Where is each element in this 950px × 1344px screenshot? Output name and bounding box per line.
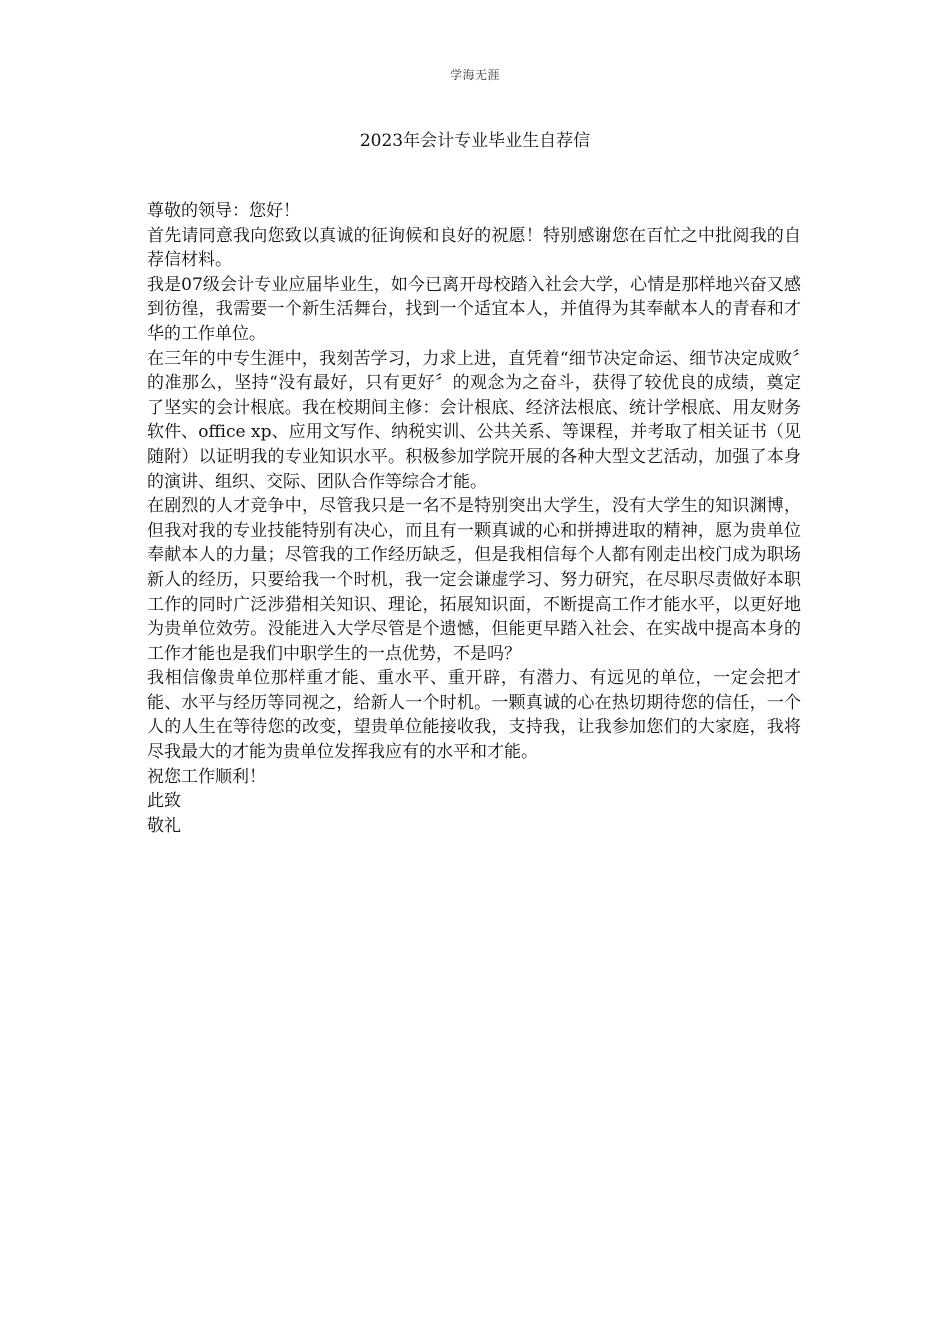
letter-body (147, 199, 801, 838)
paragraph-2: 我是07级会计专业应届毕业生，如今已离开母校踏入社会大学，心情是那样地兴奋又感到彷徨，我需要一个新生活舞台，找到一个适宜本人，并值得为其奉献本人的青春和才华的工作单位。 (147, 274, 801, 344)
closing-line-2: 敬礼 (147, 815, 181, 836)
paragraph-1: 首先请同意我向您致以真诚的征询候和良好的祝愿！特别感谢您在百忙之中批阅我的自荐信材料。 (147, 225, 801, 271)
paragraph-5: 我相信像贵单位那样重才能、重水平、重开辟，有潜力、有远见的单位，一定会把才能、水平与经历等同视之，给新人一个时机。一颗真诚的心在热切期待您的信任，一个人的人生在等待您的改变，望贵单位能接收我，支持我，让我参加您们的大家庭，我将尽我最大的才能为贵单位发挥我应有的水平和才能。 (147, 668, 801, 763)
closing-line-1: 此致 (147, 791, 181, 812)
wish-line: 祝您工作顺利！ (147, 766, 266, 787)
page-header: 学海无涯 (449, 68, 500, 82)
paragraph-4: 在剧烈的人才竞争中，尽管我只是一名不是特别突出大学生，没有大学生的知识渊博，但我对我的专业技能特别有决心，而且有一颗真诚的心和拼搏进取的精神，愿为贵单位奉献本人的力量；尽管我的工作经历缺乏，但是我相信每个人都有刚走出校门成为职场新人的经历，只要给我一个时机，我一定会谦虚学习、努力研究，在尽职尽责做好本职工作的同时广泛涉猎相关知识、理论，拓展知识面，不断提高工作才能水平，以更好地为贵单位效劳。没能进入大学尽管是个遗憾，但能更早踏入社会、在实战中提高本身的工作才能也是我们中职学生的一点优势，不是吗？ (147, 496, 801, 664)
greeting: 尊敬的领导：您好！ (147, 201, 300, 221)
document-title: 2023年会计专业毕业生自荐信 (359, 131, 591, 151)
paragraph-3: 在三年的中专生涯中，我刻苦学习，力求上进，直凭着“细节决定命运、细节决定成败〞的准那么，坚持“没有最好，只有更好〞的观念为之奋斗，获得了较优良的成绩，奠定了坚实的会计根底。我在校期间主修：会计根底、经济法根底、统计学根底、用友财务软件、office xp、应用文写作、纳税实训、公共关系、等课程，并考取了相关证书（见随附）以证明我的专业知识水平。积极参加学院开展的各种大型文艺活动，加强了本身的演讲、组织、交际、团队合作等综合才能。 (147, 348, 801, 492)
